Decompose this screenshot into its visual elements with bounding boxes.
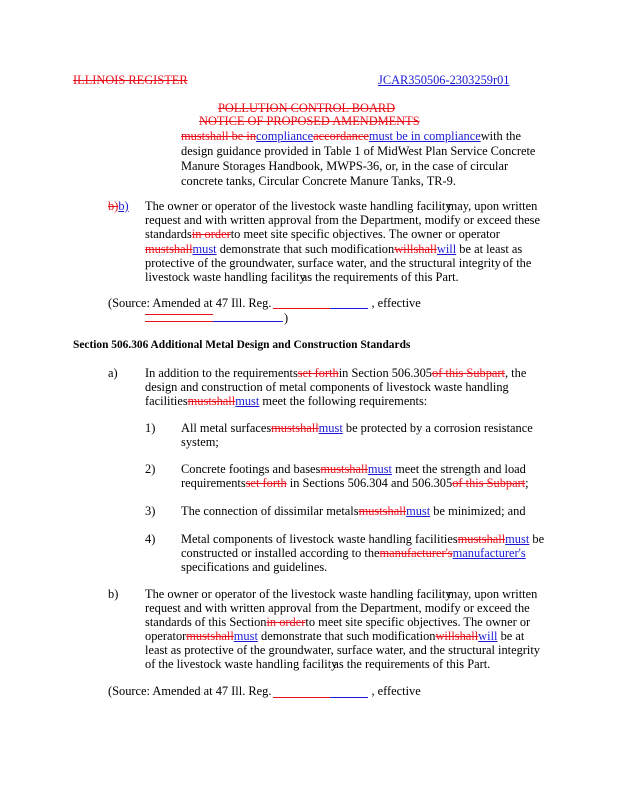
inserted-text: must (367, 462, 392, 476)
body-text: , the (504, 366, 527, 380)
item-2-line1 (181, 462, 526, 477)
deleted-text: set forth (245, 476, 287, 490)
item-2-line2 (181, 476, 529, 491)
source-note-2 (108, 684, 421, 699)
deleted-text: will (435, 629, 455, 643)
deleted-text: in order (266, 615, 306, 629)
body-text: constructed or installed according to the (181, 546, 380, 560)
body-text: The owner or operator of the livestock waste handling facility (145, 199, 452, 213)
paragraph-b-line2: request and with written approval from the Department, modify or exceed these (145, 213, 540, 227)
body-text: Concrete footings and bases (181, 462, 321, 476)
item-3-line1 (181, 504, 526, 519)
paragraph-b2-line3 (145, 615, 530, 630)
deleted-text: shall (382, 504, 407, 518)
item-1-line2: system; (181, 435, 219, 449)
block1-line1 (181, 129, 521, 144)
body-text: demonstrate that such modification (219, 242, 395, 256)
revision-underline (330, 697, 368, 698)
body-text: to meet site specific objectives. The owner or operator (230, 227, 500, 241)
deleted-text: set forth (297, 366, 339, 380)
body-text: meet the following requirements: (262, 394, 428, 408)
paragraph-b-line3 (145, 227, 500, 242)
deleted-text: shall be in (205, 129, 257, 143)
item-2-number: 2) (145, 462, 156, 476)
item-4-line2 (181, 546, 526, 561)
paragraph-a-line2: design and construction of metal components of livestock waste handling (145, 380, 509, 394)
paragraph-b2-line2: request and with written approval from the Department, modify or exceed the (145, 601, 530, 615)
deleted-text: of this Subpart (452, 476, 526, 490)
paragraph-b-line4 (145, 242, 522, 257)
body-text: standards of this Section (145, 615, 267, 629)
body-text: to meet site specific objectives. The owner or (305, 615, 531, 629)
deleted-text: must (320, 462, 345, 476)
deleted-text: must (186, 629, 211, 643)
deleted-text: shall (344, 462, 368, 476)
paragraph-b-label (108, 199, 129, 214)
inserted-text: must be in compliance (368, 129, 481, 143)
board-title: POLLUTION CONTROL BOARD (218, 101, 396, 115)
deleted-text: b) (108, 199, 119, 213)
source-note-1 (108, 296, 421, 311)
deleted-text: in order (191, 227, 231, 241)
deleted-text: shall (454, 629, 479, 643)
body-text: be minimized; and (433, 504, 526, 518)
deleted-text: shall (169, 242, 193, 256)
body-text: be at (500, 629, 525, 643)
body-text: standards (145, 227, 192, 241)
block1-line3: Manure Storages Handbook, MWPS-36, or, in the case of circular (181, 159, 509, 173)
deleted-text: must (271, 421, 296, 435)
body-text: of the livestock waste handling facility (145, 657, 338, 671)
inserted-text: will (436, 242, 457, 256)
deleted-text: shall (211, 394, 236, 408)
body-text: , effective (371, 296, 421, 310)
block1-line4: concrete tanks, Circular Concrete Manure Tanks, TR-9. (181, 174, 456, 188)
body-text: as the requirements of this Part. (301, 270, 459, 284)
body-text: requirements (181, 476, 246, 490)
body-text: in Section 506.305 (338, 366, 433, 380)
body-text: may, upon written (447, 587, 538, 601)
body-text: (Source: Amended at 47 Ill. Reg. (108, 684, 272, 698)
body-text: with the (480, 129, 521, 143)
deleted-text: shall (413, 242, 437, 256)
item-3-number: 3) (145, 504, 156, 518)
body-text: The connection of dissimilar metals (181, 504, 359, 518)
deleted-text: must (145, 242, 170, 256)
revision-underline (330, 308, 368, 309)
body-text: may, upon written (447, 199, 538, 213)
inserted-text: compliance (256, 129, 314, 143)
paragraph-b-line5 (145, 256, 531, 271)
inserted-text: will (478, 629, 498, 643)
deleted-text: manufacturer's (379, 546, 453, 560)
item-4-number: 4) (145, 532, 156, 546)
revision-underline (145, 314, 213, 315)
jcar-reference: JCAR350506-2303259r01 (378, 73, 510, 87)
item-4-line1 (181, 532, 544, 547)
deleted-text: will (394, 242, 414, 256)
body-text: facilities (145, 394, 188, 408)
body-text: be protected by a corrosion resistance (345, 421, 533, 435)
body-text: , effective (371, 684, 421, 698)
body-text: as the requirements of this Part. (333, 657, 491, 671)
body-text: ; (525, 476, 529, 490)
paragraph-a-line1 (145, 366, 526, 381)
deleted-text: shall (295, 421, 319, 435)
revision-underline (213, 321, 283, 322)
body-text: The owner or operator of the livestock waste handling facility (145, 587, 452, 601)
deleted-text: must (457, 532, 482, 546)
deleted-text: must (187, 394, 212, 408)
source-close-paren: ) (284, 311, 289, 325)
body-text: Metal components of livestock waste handling facilities (181, 532, 458, 546)
deleted-text: shall (481, 532, 506, 546)
deleted-text: shall (210, 629, 234, 643)
item-1-line1 (181, 421, 533, 436)
deleted-text: of this Subpart (432, 366, 505, 380)
deleted-text: must (358, 504, 383, 518)
body-text: demonstrate that such modification (261, 629, 436, 643)
body-text: operator (145, 629, 187, 643)
body-text: be at least as (459, 242, 523, 256)
paragraph-b2-line1 (145, 587, 537, 602)
paragraph-b2-label: b) (108, 587, 119, 601)
item-4-line3: specifications and guidelines. (181, 560, 328, 574)
inserted-text: must (233, 629, 258, 643)
block1-line2: design guidance provided in Table 1 of MidWest Plan Service Concrete (181, 144, 536, 158)
revision-underline (273, 308, 330, 309)
inserted-text: must (318, 421, 343, 435)
item-1-number: 1) (145, 421, 156, 435)
paragraph-a-label: a) (108, 366, 118, 380)
inserted-text: must (406, 504, 431, 518)
body-text: (Source: Amended at 47 Ill. Reg. (108, 296, 272, 310)
paragraph-b2-line6 (145, 657, 490, 672)
inserted-text: must (235, 394, 260, 408)
paragraph-b2-line4 (145, 629, 524, 644)
body-text: in Sections 506.304 and 506.305 (289, 476, 453, 490)
section-heading: Section 506.306 Additional Metal Design and Construction Standards (73, 339, 411, 351)
body-text: In addition to the requirements (145, 366, 298, 380)
revision-underline (273, 697, 330, 698)
body-text: meet the strength and load (395, 462, 526, 476)
revision-underline (145, 321, 213, 322)
paragraph-b-line6 (145, 270, 459, 285)
inserted-text: must (192, 242, 217, 256)
deleted-text: accordance (313, 129, 369, 143)
register-header: ILLINOIS REGISTER (73, 73, 188, 87)
inserted-text: manufacturer's (452, 546, 526, 560)
body-text: livestock waste handling facility (145, 270, 306, 284)
paragraph-b-line1 (145, 199, 537, 214)
body-text: of the (502, 256, 532, 270)
notice-title: NOTICE OF PROPOSED AMENDMENTS (199, 114, 420, 128)
body-text: be (532, 532, 545, 546)
inserted-text: must (505, 532, 530, 546)
paragraph-b2-line5: least as protective of the groundwater, surface water, and the structural integrity (145, 643, 541, 657)
inserted-text: b) (118, 199, 129, 213)
body-text: All metal surfaces (181, 421, 272, 435)
body-text: protective of the groundwater, surface water, and the structural integrity (145, 256, 501, 270)
deleted-text: must (181, 129, 206, 143)
paragraph-a-line3 (145, 394, 427, 409)
